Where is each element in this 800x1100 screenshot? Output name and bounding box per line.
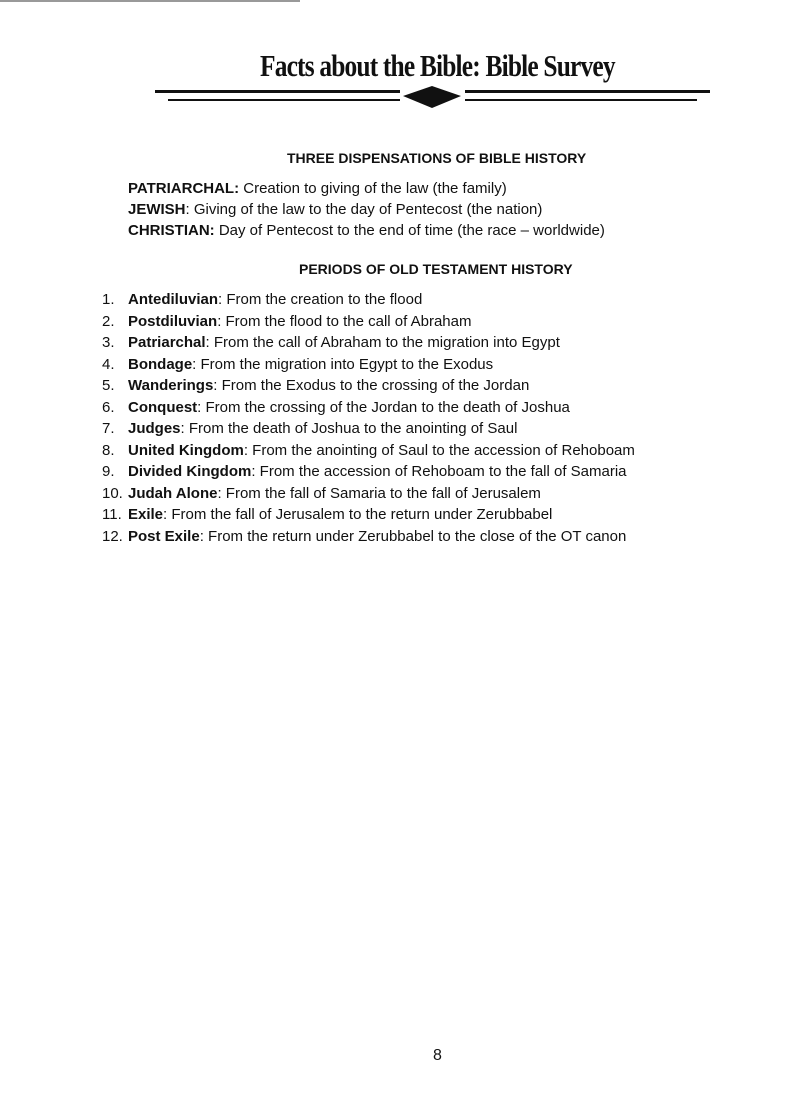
period-description: : From the migration into Egypt to the Exodus: [192, 355, 494, 373]
period-term: Patriarchal: [128, 334, 206, 351]
period-term: Divided Kingdom: [128, 463, 252, 480]
period-term: United Kingdom: [128, 441, 244, 459]
period-term: Antediluvian: [128, 291, 219, 308]
period-term: Judges: [128, 420, 181, 437]
period-item: [102, 397, 635, 419]
period-number: 12.: [102, 527, 123, 545]
period-item: [102, 483, 635, 505]
period-term: Bondage: [128, 355, 193, 373]
period-number: 5.: [102, 377, 115, 394]
dispensation-term: CHRISTIAN:: [128, 222, 215, 239]
period-description: : From the Exodus to the crossing of the Jordan: [213, 377, 530, 394]
period-description: : From the accession of Rehoboam to the fall of Samaria: [251, 463, 627, 480]
periods-list: [102, 289, 635, 547]
period-item: [102, 461, 635, 483]
period-item: [102, 354, 635, 376]
dispensation-term: PATRIARCHAL:: [128, 180, 240, 197]
period-item: [102, 289, 635, 311]
period-item: [102, 311, 635, 333]
period-description: : From the creation to the flood: [218, 291, 423, 308]
period-number: 11.: [102, 506, 122, 523]
periods-heading: PERIODS OF OLD TESTAMENT HISTORY: [299, 261, 573, 277]
period-description: : From the anointing of Saul to the accession of Rehoboam: [243, 441, 635, 459]
dispensation-term: JEWISH: [128, 201, 186, 218]
period-number: 1.: [102, 291, 115, 308]
period-number: 3.: [102, 334, 115, 351]
period-term: Postdiluvian: [128, 312, 218, 330]
title-divider-ornament: [155, 84, 715, 120]
period-description: : From the call of Abraham to the migration into Egypt: [205, 334, 560, 351]
period-number: 9.: [102, 463, 115, 480]
page-title: Facts about the Bible: Bible Survey: [260, 48, 615, 83]
period-term: Conquest: [128, 398, 198, 416]
dispensation-item: [128, 199, 605, 220]
page-number: 8: [433, 1047, 442, 1064]
period-description: : From the flood to the call of Abraham: [217, 312, 472, 330]
dispensations-heading: THREE DISPENSATIONS OF BIBLE HISTORY: [287, 150, 587, 166]
dispensations-list: [128, 178, 605, 241]
dispensation-item: [128, 220, 605, 241]
dispensation-description: Day of Pentecost to the end of time (the race – worldwide): [214, 222, 605, 239]
period-description: : From the death of Joshua to the anointing of Saul: [180, 420, 518, 437]
dispensation-description: : Giving of the law to the day of Pentecost (the nation): [185, 201, 543, 218]
period-item: [102, 504, 635, 526]
period-term: Exile: [128, 506, 164, 523]
period-term: Wanderings: [128, 377, 214, 394]
period-term: Post Exile: [128, 527, 200, 545]
period-number: 4.: [102, 355, 115, 373]
period-number: 6.: [102, 398, 115, 416]
period-number: 10.: [102, 484, 123, 502]
period-description: : From the return under Zerubbabel to the close of the OT canon: [199, 527, 627, 545]
period-number: 7.: [102, 420, 115, 437]
period-item: [102, 418, 635, 440]
period-number: 2.: [102, 312, 115, 330]
period-item: [102, 332, 635, 354]
period-description: : From the fall of Jerusalem to the return under Zerubbabel: [163, 506, 553, 523]
period-description: : From the crossing of the Jordan to the death of Joshua: [197, 398, 570, 416]
period-number: 8.: [102, 441, 115, 459]
scan-edge: [0, 0, 300, 2]
dispensation-item: [128, 178, 605, 199]
dispensation-description: Creation to giving of the law (the family): [239, 180, 507, 197]
period-item: [102, 375, 635, 397]
period-item: [102, 526, 635, 548]
period-item: [102, 440, 635, 462]
period-description: : From the fall of Samaria to the fall of Jerusalem: [217, 484, 541, 502]
period-term: Judah Alone: [128, 484, 218, 502]
